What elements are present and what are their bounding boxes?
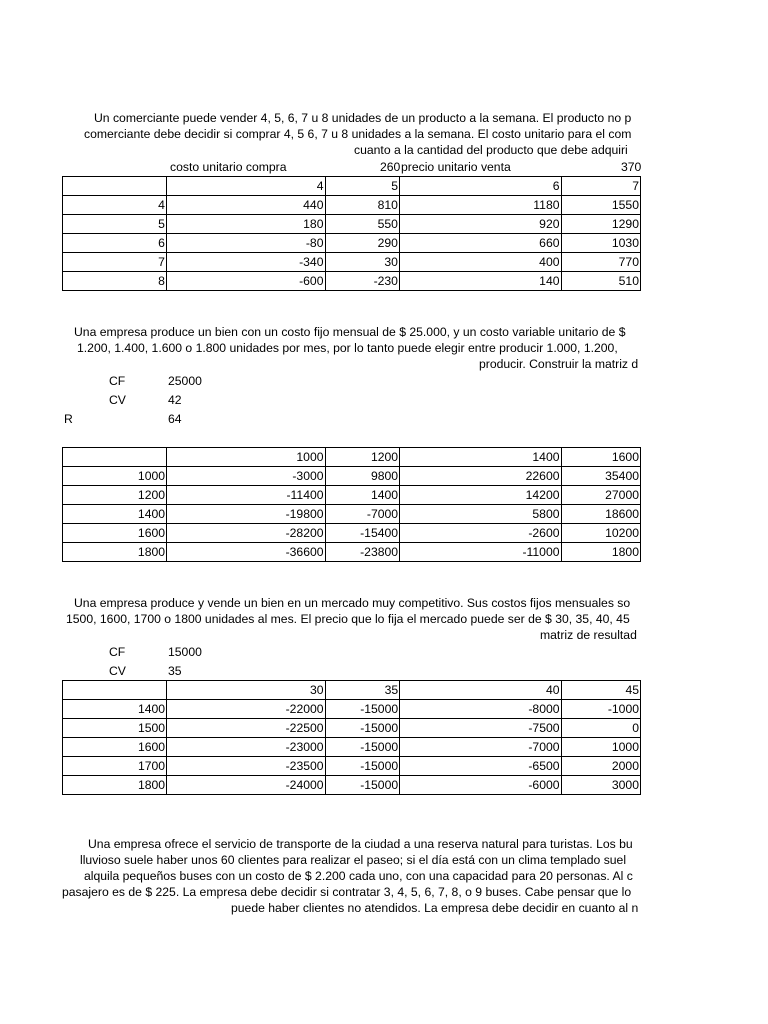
table-row (63, 524, 641, 543)
table-cell[interactable]: -7000 (325, 505, 400, 524)
table-cell[interactable]: 1550 (561, 196, 640, 215)
row-label-cell[interactable]: 4 (63, 196, 167, 215)
table-cell[interactable]: 1180 (399, 196, 561, 215)
r-label: R (64, 412, 73, 426)
problem1-table (62, 176, 641, 291)
cf-label: CF (109, 645, 126, 659)
cf-label: CF (109, 374, 126, 388)
table-cell[interactable]: -19800 (167, 505, 325, 524)
header-cell[interactable]: 35 (325, 681, 400, 700)
table-cell[interactable]: 35400 (561, 467, 640, 486)
table-header-row (63, 177, 641, 196)
header-cell[interactable]: 1400 (400, 448, 561, 467)
row-label-cell[interactable]: 1700 (63, 757, 167, 776)
table-cell[interactable]: 1400 (325, 486, 400, 505)
problem3-text-line-1: Una empresa produce y vende un bien en un mercado muy competitivo. Sus costos fijos mensuales so (74, 596, 631, 610)
problem2-text-line-1: Una empresa produce un bien con un costo fijo mensual de $ 25.000, y un costo variable unitario de $ (74, 325, 626, 339)
table-cell[interactable]: 1290 (561, 215, 640, 234)
header-cell[interactable]: 6 (399, 177, 561, 196)
table-cell[interactable]: 400 (399, 253, 561, 272)
cost-label: costo unitario compra (170, 160, 287, 174)
table-cell[interactable]: 27000 (561, 486, 640, 505)
table-cell[interactable]: 770 (561, 253, 640, 272)
table-cell[interactable]: 3000 (561, 776, 640, 795)
header-cell[interactable]: 7 (561, 177, 640, 196)
table-cell[interactable]: 920 (399, 215, 561, 234)
table-row (63, 467, 641, 486)
table-cell[interactable]: -3000 (167, 467, 325, 486)
table-row (63, 272, 641, 291)
header-cell[interactable] (63, 448, 167, 467)
row-label-cell[interactable]: 1500 (63, 719, 167, 738)
price-value: 370 (621, 160, 641, 174)
table-cell[interactable]: 510 (561, 272, 640, 291)
row-label-cell[interactable]: 1400 (63, 505, 167, 524)
row-label-cell[interactable]: 1400 (63, 700, 167, 719)
row-label-cell[interactable]: 5 (63, 215, 167, 234)
row-label-cell[interactable]: 1200 (63, 486, 167, 505)
row-label-cell[interactable]: 6 (63, 234, 167, 253)
cv-label: CV (109, 393, 126, 407)
table-cell[interactable]: -28200 (167, 524, 325, 543)
table-cell[interactable]: -7500 (400, 719, 561, 738)
header-cell[interactable] (63, 177, 167, 196)
table-cell[interactable]: -600 (166, 272, 325, 291)
table-cell[interactable]: -15000 (325, 738, 400, 757)
table-cell[interactable]: 1030 (561, 234, 640, 253)
cv-value: 35 (168, 664, 182, 678)
problem4-text-line-4: pasajero es de $ 225. La empresa debe decidir si contratar 3, 4, 5, 6, 7, 8, o 9 buses. Cabe pensar que lo (62, 885, 632, 899)
table-cell[interactable]: -11400 (167, 486, 325, 505)
table-cell[interactable]: 180 (166, 215, 325, 234)
problem1-text-line-1: Un comerciante puede vender 4, 5, 6, 7 u 8 unidades de un producto a la semana. El producto no p (94, 111, 632, 125)
table-cell[interactable]: -23000 (167, 738, 326, 757)
row-label-cell[interactable]: 1800 (63, 776, 167, 795)
table-cell[interactable]: 550 (325, 215, 399, 234)
table-cell[interactable]: -23500 (167, 757, 326, 776)
header-cell[interactable]: 45 (561, 681, 640, 700)
problem4-text-line-5: puede haber clientes no atendidos. La empresa debe decidir en cuanto al n (231, 901, 639, 915)
cv-label: CV (109, 664, 126, 678)
table-cell[interactable]: -23800 (325, 543, 400, 562)
table-cell[interactable]: 140 (399, 272, 561, 291)
table-header-row (63, 448, 641, 467)
table-cell[interactable]: -15400 (325, 524, 400, 543)
table-cell[interactable]: 1000 (561, 738, 640, 757)
row-label-cell[interactable]: 1600 (63, 524, 167, 543)
price-label: precio unitario venta (401, 160, 511, 174)
row-label-cell[interactable]: 7 (63, 253, 167, 272)
table-cell[interactable]: 0 (561, 719, 640, 738)
table-cell[interactable]: 810 (325, 196, 399, 215)
row-label-cell[interactable]: 1000 (63, 467, 167, 486)
header-cell[interactable]: 30 (167, 681, 326, 700)
table-cell[interactable]: 22600 (400, 467, 561, 486)
table-cell[interactable]: -340 (166, 253, 325, 272)
table-cell[interactable]: 14200 (400, 486, 561, 505)
table-cell[interactable]: 2000 (561, 757, 640, 776)
table-cell[interactable]: 9800 (325, 467, 400, 486)
problem2-text-line-2: 1.200, 1.400, 1.600 o 1.800 unidades por mes, por lo tanto puede elegir entre producir 1.000, 1.200, (77, 341, 618, 355)
header-cell[interactable]: 1600 (561, 448, 640, 467)
header-cell[interactable]: 1200 (325, 448, 400, 467)
table-cell[interactable]: -15000 (325, 776, 400, 795)
header-cell[interactable]: 1000 (167, 448, 325, 467)
cv-value: 42 (168, 393, 182, 407)
table-cell[interactable]: -15000 (325, 757, 400, 776)
cf-value: 25000 (168, 374, 202, 388)
table-cell[interactable]: 10200 (561, 524, 640, 543)
table-row (63, 234, 641, 253)
table-cell[interactable]: -11000 (400, 543, 561, 562)
problem4-text-line-1: Una empresa ofrece el servicio de transporte de la ciudad a una reserva natural para turistas. Los bu (88, 837, 633, 851)
table-cell[interactable]: -7000 (400, 738, 561, 757)
table-cell[interactable]: -230 (325, 272, 399, 291)
problem3-text-line-2: 1500, 1600, 1700 o 1800 unidades al mes. El precio que lo fija el mercado puede ser de $ 30, 35, 40, 45 (66, 612, 630, 626)
table-cell[interactable]: -6500 (400, 757, 561, 776)
table-row (63, 738, 641, 757)
header-cell[interactable] (63, 681, 167, 700)
table-cell[interactable]: 440 (166, 196, 325, 215)
problem4-text-line-3: alquila pequeños buses con un costo de $ 2.200 cada uno, con una capacidad para 20 personas. Al c (84, 869, 633, 883)
table-cell[interactable]: -22000 (167, 700, 326, 719)
table-cell[interactable]: 18600 (561, 505, 640, 524)
table-row (63, 253, 641, 272)
table-cell[interactable]: -22500 (167, 719, 326, 738)
table-row (63, 700, 641, 719)
table-cell[interactable]: -8000 (400, 700, 561, 719)
table-cell[interactable]: 1800 (561, 543, 640, 562)
table-cell[interactable]: -80 (166, 234, 325, 253)
problem1-text-line-3: cuanto a la cantidad del producto que debe adquiri (354, 143, 628, 157)
table-row (63, 505, 641, 524)
table-header-row (63, 681, 641, 700)
table-row (63, 215, 641, 234)
r-value: 64 (168, 412, 182, 426)
row-label-cell[interactable]: 8 (63, 272, 167, 291)
problem1-text-line-2: comerciante debe decidir si comprar 4, 5 6, 7 u 8 unidades a la semana. El costo unitario para el com (84, 127, 632, 141)
problem3-table (62, 680, 641, 795)
table-row (63, 486, 641, 505)
table-row (63, 776, 641, 795)
cf-value: 15000 (168, 645, 202, 659)
table-row (63, 543, 641, 562)
table-cell[interactable]: -36600 (167, 543, 325, 562)
problem4-text-line-2: lluvioso suele haber unos 60 clientes para realizar el paseo; si el día está con un clima templado suel (80, 853, 627, 867)
table-cell[interactable]: -1000 (561, 700, 640, 719)
header-cell[interactable]: 40 (400, 681, 561, 700)
table-cell[interactable]: 290 (325, 234, 399, 253)
table-cell[interactable]: -15000 (325, 719, 400, 738)
table-cell[interactable]: -24000 (167, 776, 326, 795)
table-cell[interactable]: 30 (325, 253, 399, 272)
problem2-text-line-3: producir. Construir la matriz d (479, 357, 639, 371)
table-row (63, 196, 641, 215)
table-cell[interactable]: -2600 (400, 524, 561, 543)
table-cell[interactable]: 660 (399, 234, 561, 253)
row-label-cell[interactable]: 1600 (63, 738, 167, 757)
problem3-text-line-3: matriz de resultad (540, 628, 637, 642)
table-cell[interactable]: 5800 (400, 505, 561, 524)
header-cell[interactable]: 4 (166, 177, 325, 196)
table-cell[interactable]: -6000 (400, 776, 561, 795)
table-cell[interactable]: -15000 (325, 700, 400, 719)
table-row (63, 757, 641, 776)
cost-value: 260 (380, 160, 401, 174)
header-cell[interactable]: 5 (325, 177, 399, 196)
problem2-table (62, 447, 641, 562)
row-label-cell[interactable]: 1800 (63, 543, 167, 562)
table-row (63, 719, 641, 738)
